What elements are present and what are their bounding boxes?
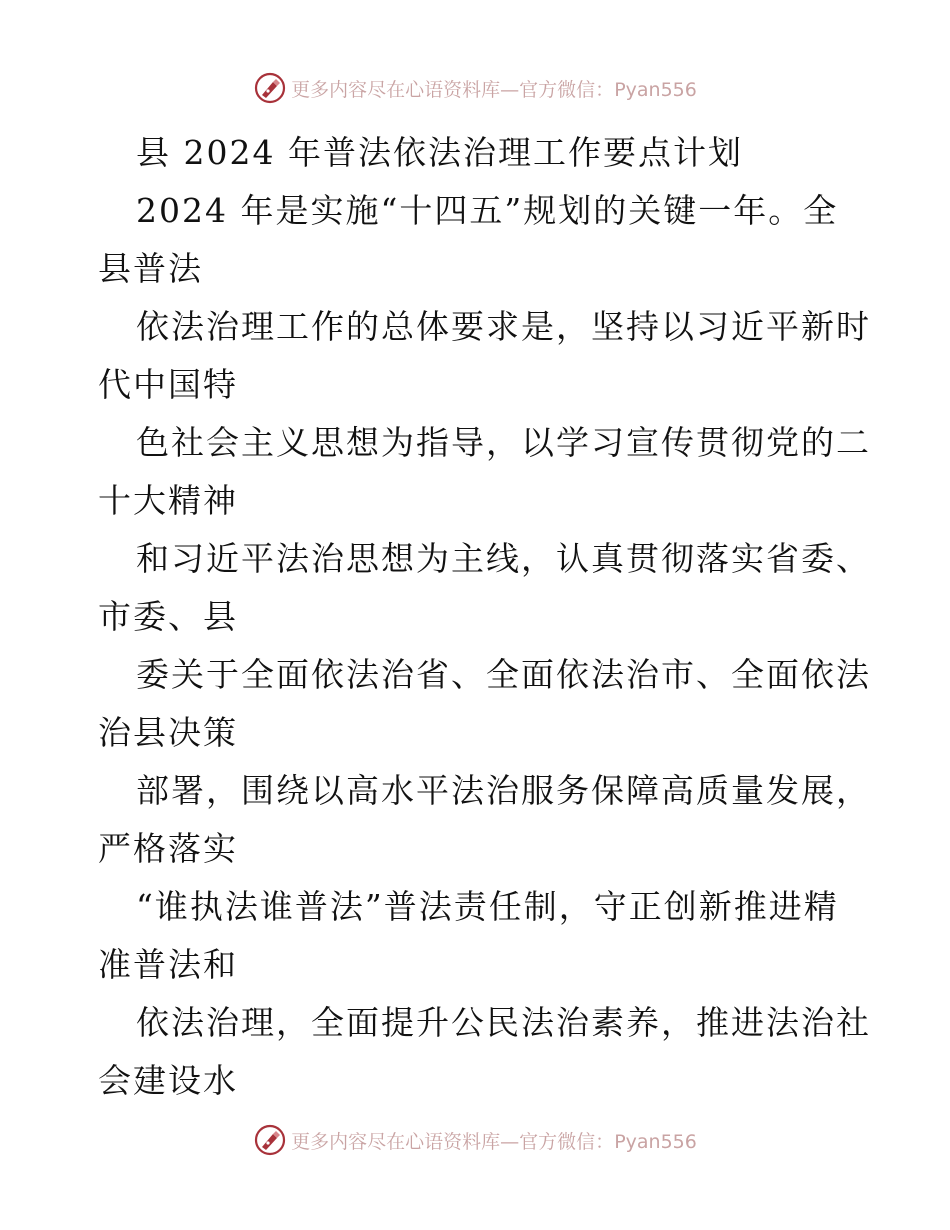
- watermark-site-text: 更多内容尽在心语资料库: [291, 78, 501, 101]
- watermark-official-label: 官方微信：: [519, 1130, 615, 1153]
- document-line: 会建设水: [98, 1061, 238, 1100]
- document-line: 市委、县: [98, 597, 238, 636]
- document-line: “谁执法谁普法”普法责任制，守正创新推进精: [136, 887, 839, 926]
- document-body: [98, 124, 871, 1110]
- footer-watermark-banner: [0, 1120, 950, 1160]
- document-line: 色社会主义思想为指导，以学习宣传贯彻党的二: [136, 423, 871, 462]
- watermark-handle: Pyan556: [614, 78, 697, 101]
- document-line: 准普法和: [98, 945, 238, 984]
- watermark-text: [291, 1127, 697, 1154]
- watermark-handle: Pyan556: [614, 1130, 697, 1153]
- document-line: 代中国特: [98, 365, 238, 404]
- document-line: 委关于全面依法治省、全面依法治市、全面依法: [136, 655, 871, 694]
- document-line: 十大精神: [98, 481, 238, 520]
- watermark-text: [291, 75, 697, 102]
- watermark-separator: —: [500, 1130, 520, 1153]
- document-line: 严格落实: [98, 829, 238, 868]
- document-line: 依法治理，全面提升公民法治素养，推进法治社: [136, 1003, 871, 1042]
- watermark-separator: —: [500, 78, 520, 101]
- document-line: 治县决策: [98, 713, 238, 752]
- document-line: 县普法: [98, 249, 203, 288]
- header-watermark-banner: [0, 68, 950, 108]
- watermark-site-text: 更多内容尽在心语资料库: [291, 1130, 501, 1153]
- document-line: 县 2024 年普法依法治理工作要点计划: [136, 133, 743, 172]
- document-line: 依法治理工作的总体要求是，坚持以习近平新时: [136, 307, 871, 346]
- document-line: 和习近平法治思想为主线，认真贯彻落实省委、: [136, 539, 871, 578]
- document-line: 2024 年是实施“十四五”规划的关键一年。全: [136, 191, 839, 230]
- pen-nib-logo-icon: [253, 71, 287, 105]
- watermark-official-label: 官方微信：: [519, 78, 615, 101]
- document-line: 部署，围绕以高水平法治服务保障高质量发展，: [136, 771, 871, 810]
- pen-nib-logo-icon: [253, 1123, 287, 1157]
